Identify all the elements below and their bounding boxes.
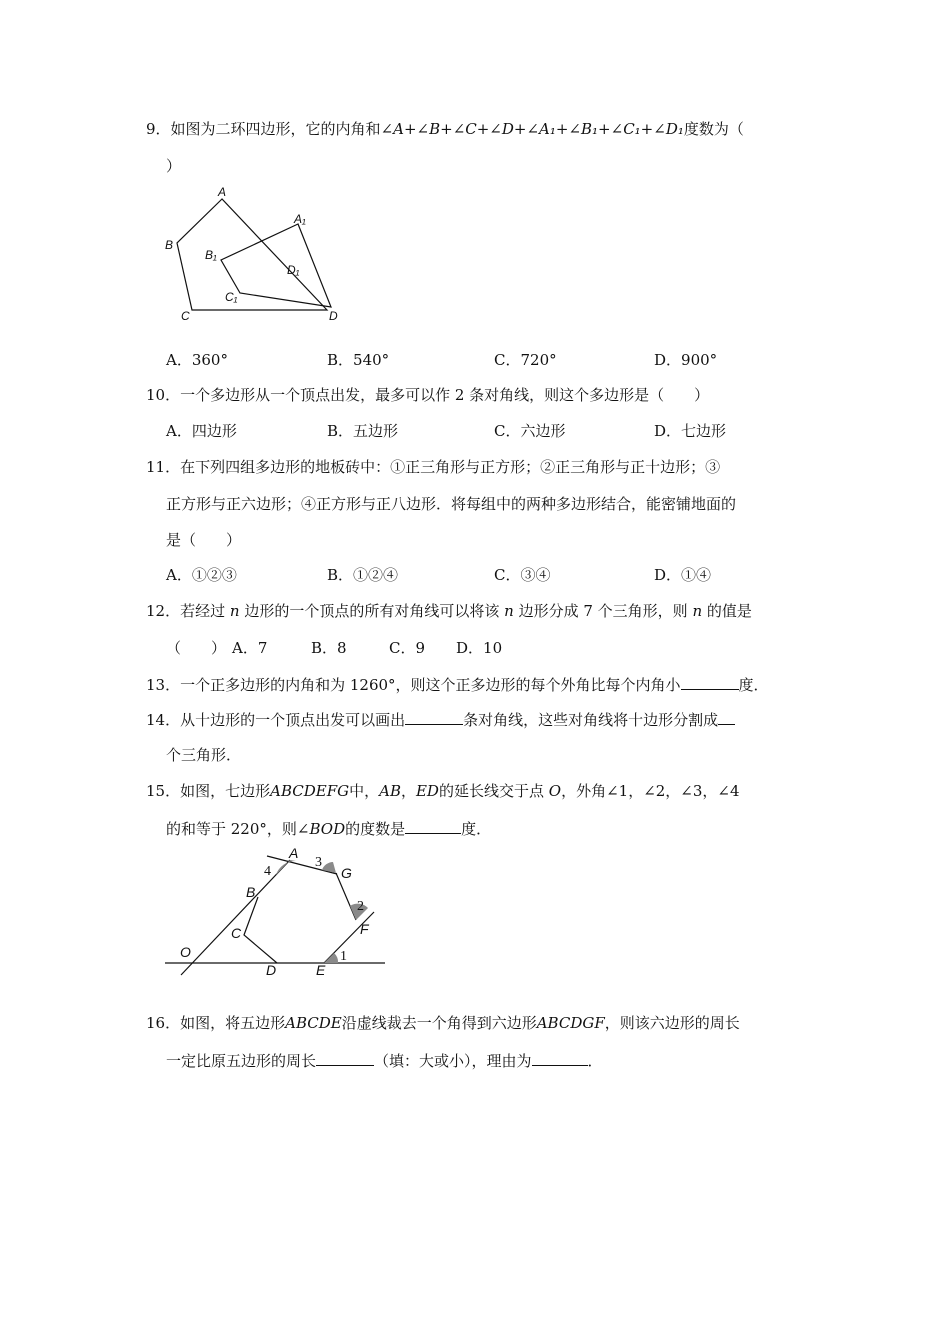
q15-sep: ， bbox=[400, 782, 416, 800]
q14-line2: 个三角形． bbox=[166, 746, 242, 764]
q15-text-b: 中， bbox=[349, 782, 380, 800]
q16-text-b: 沿虚线裁去一个角得到六边形 bbox=[341, 1014, 537, 1032]
q11-option-a[interactable]: A．①②③ bbox=[166, 566, 237, 584]
q16-answer-blank-2[interactable] bbox=[532, 1050, 588, 1066]
q12-text-c: 边形分成 7 个三角形，则 bbox=[518, 602, 688, 620]
q9-number: 9． bbox=[146, 120, 171, 138]
q12-text-b: 边形的一个顶点的所有对角线可以将该 bbox=[244, 602, 500, 620]
q9-label-D: D bbox=[329, 309, 338, 323]
q15-ab: AB bbox=[379, 782, 401, 800]
q10-option-c[interactable]: C．六边形 bbox=[494, 422, 566, 440]
q11-option-c[interactable]: C．③④ bbox=[494, 566, 551, 584]
q12-text-d: 的值是 bbox=[706, 602, 752, 620]
q9-option-b[interactable]: B．540° bbox=[327, 351, 390, 369]
q9-text-prefix: 如图为二环四边形，它的内角和 bbox=[170, 120, 381, 138]
q15-label-C: C bbox=[231, 925, 242, 941]
q9-option-d[interactable]: D．900° bbox=[654, 351, 718, 369]
q12-number: 12． bbox=[146, 602, 181, 620]
q12-option-d[interactable]: D．10 bbox=[456, 639, 503, 657]
q13-text: 一个正多边形的内角和为 1260°，则这个正多边形的每个外角比每个内角小 bbox=[180, 676, 681, 694]
q14-text-b: 条对角线，这些对角线将十边形分割成 bbox=[463, 711, 719, 729]
q11-number: 11． bbox=[146, 458, 181, 476]
q15-angle-1-mark bbox=[324, 953, 338, 963]
q15-angle-3-mark bbox=[322, 862, 336, 873]
q15-bod: BOD bbox=[309, 820, 346, 838]
q12-option-a[interactable]: A．7 bbox=[232, 639, 268, 657]
q10-option-a[interactable]: A．四边形 bbox=[166, 422, 237, 440]
q10-option-b[interactable]: B．五边形 bbox=[327, 422, 399, 440]
q16-line2 bbox=[166, 1050, 603, 1071]
q15-label-O: O bbox=[180, 944, 191, 960]
q15-text-g: 度． bbox=[461, 820, 492, 838]
q9-label-B: B bbox=[165, 238, 174, 252]
q15-point-o: O bbox=[548, 782, 562, 800]
q9-label-C: C bbox=[181, 309, 190, 323]
q11-option-b[interactable]: B．①②④ bbox=[327, 566, 399, 584]
q9-option-c[interactable]: C．720° bbox=[494, 351, 557, 369]
q10-option-d[interactable]: D．七边形 bbox=[654, 422, 727, 440]
q15-label-angle-2: 2 bbox=[357, 899, 364, 914]
q13-number: 13． bbox=[146, 676, 181, 694]
q12-option-c[interactable]: C．9 bbox=[389, 639, 426, 657]
q16-text-e: （填：大或小），理由为 bbox=[374, 1052, 532, 1070]
q16-pentagon-name: ABCDE bbox=[285, 1014, 342, 1032]
q15-label-angle-3: 3 bbox=[315, 855, 322, 870]
q12-option-b[interactable]: B．8 bbox=[311, 639, 347, 657]
q10-text: 一个多边形从一个顶点出发，最多可以作 2 条对角线，则这个多边形是（ ） bbox=[180, 386, 710, 404]
q9-label-B1: B₁ bbox=[205, 248, 217, 262]
q16-text-c: ，则该六边形的周长 bbox=[604, 1014, 740, 1032]
q11-line3: 是（ ） bbox=[166, 531, 242, 549]
q15-label-A: A bbox=[289, 845, 299, 861]
q15-side-bc-cd bbox=[244, 897, 277, 963]
q11-line2: 正方形与正六边形；④正方形与正八边形．将每组中的两种多边形结合，能密铺地面的 bbox=[166, 495, 737, 513]
q15-label-angle-4: 4 bbox=[264, 864, 271, 879]
q15-text-e: 的和等于 220°，则∠ bbox=[166, 820, 310, 838]
q13-suffix: 度． bbox=[738, 676, 769, 694]
q12-text-a: 若经过 bbox=[180, 602, 226, 620]
q9-angle-expression: ∠A+∠B+∠C+∠D+∠A₁+∠B₁+∠C₁+∠D₁ bbox=[380, 120, 684, 138]
q16-text-f: ． bbox=[587, 1052, 603, 1070]
q15-line-ef-extended bbox=[324, 912, 374, 963]
q15-text-c: 的延长线交于点 bbox=[438, 782, 544, 800]
q15-label-E: E bbox=[316, 962, 326, 978]
q11-option-d[interactable]: D．①④ bbox=[654, 566, 712, 584]
q9-label-A1: A₁ bbox=[294, 212, 306, 226]
q12-var-n-2: n bbox=[504, 602, 514, 620]
q10-number: 10． bbox=[146, 386, 181, 404]
q11-text-line1: 在下列四组多边形的地板砖中：①正三角形与正方形；②正三角形与正十边形；③ bbox=[180, 458, 721, 476]
q15-label-F: F bbox=[360, 921, 369, 937]
q16-line1 bbox=[146, 1013, 740, 1033]
q15-line-ab-extended bbox=[181, 860, 290, 975]
q9-label-D1: D₁ bbox=[287, 263, 300, 277]
q15-text-f: 的度数是 bbox=[345, 820, 406, 838]
q9-close-paren: ） bbox=[166, 157, 182, 175]
q15-label-B: B bbox=[246, 884, 256, 900]
q16-hexagon-name: ABCDGF bbox=[536, 1014, 605, 1032]
q12-var-n: n bbox=[229, 602, 240, 620]
q16-answer-blank-1[interactable] bbox=[316, 1050, 374, 1066]
q15-text-d: ，外角∠1，∠2，∠3，∠4 bbox=[561, 782, 740, 800]
q14-number: 14． bbox=[146, 711, 181, 729]
q12-var-n-3: n bbox=[692, 602, 703, 620]
q12-paren: （ ） bbox=[166, 639, 227, 657]
q15-text-a: 如图，七边形 bbox=[180, 782, 271, 800]
q9-option-a[interactable]: A．360° bbox=[166, 351, 228, 369]
q9-label-C1: C₁ bbox=[225, 290, 238, 304]
q15-label-angle-1: 1 bbox=[340, 949, 347, 964]
q15-ed: ED bbox=[415, 782, 439, 800]
q9-label-A: A bbox=[218, 185, 227, 199]
q14-text-a: 从十边形的一个顶点出发可以画出 bbox=[180, 711, 406, 729]
q15-label-D: D bbox=[266, 962, 277, 978]
q9-text-suffix: 度数为（ bbox=[683, 120, 744, 138]
q16-number: 16． bbox=[146, 1014, 181, 1032]
q15-number: 15． bbox=[146, 782, 181, 800]
q16-text-d: 一定比原五边形的周长 bbox=[166, 1052, 317, 1070]
q16-text-a: 如图，将五边形 bbox=[180, 1014, 286, 1032]
q15-polygon-name: ABCDEFG bbox=[270, 782, 350, 800]
q15-label-G: G bbox=[341, 865, 352, 881]
